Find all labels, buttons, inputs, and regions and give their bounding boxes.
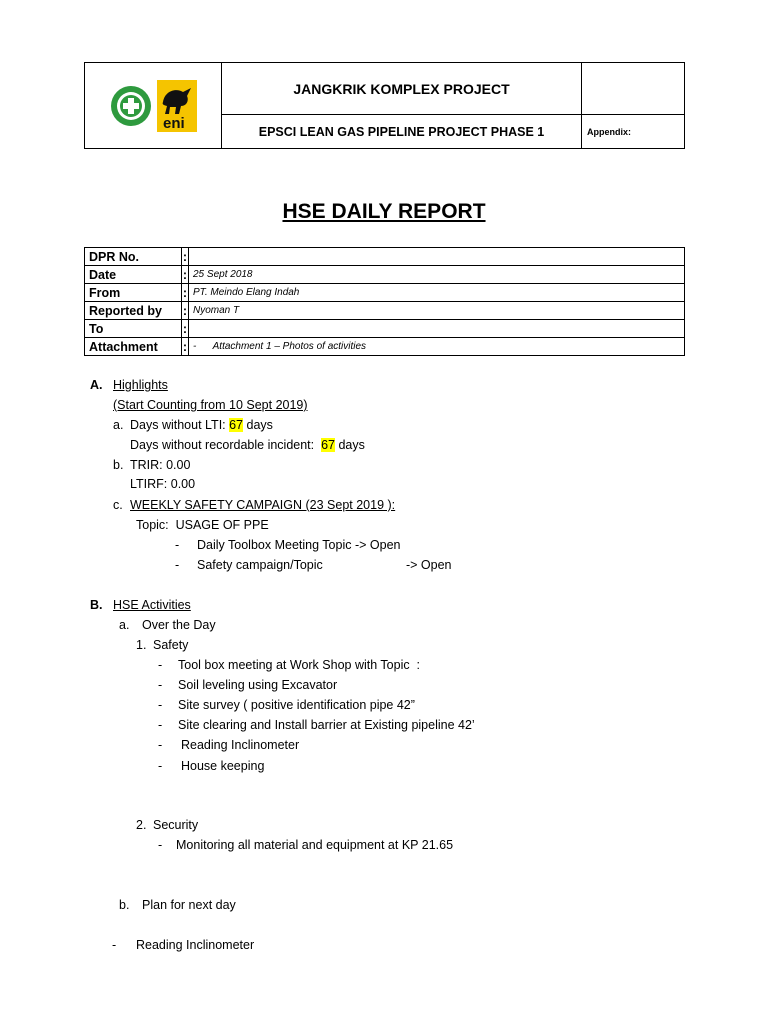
sub-a-label: a. bbox=[119, 618, 130, 632]
item-b-label: b. bbox=[113, 458, 124, 472]
weekly-campaign-heading: WEEKLY SAFETY CAMPAIGN (23 Sept 2019 ): bbox=[130, 498, 396, 512]
campaign-topic: Topic: USAGE OF PPE bbox=[136, 518, 269, 532]
info-value: 25 Sept 2018 bbox=[189, 266, 685, 284]
info-key: DPR No. bbox=[85, 248, 182, 266]
info-row-from bbox=[85, 284, 685, 302]
info-row-attachment bbox=[85, 338, 685, 356]
info-key: From bbox=[85, 284, 182, 302]
info-key: Date bbox=[85, 266, 182, 284]
info-colon: : bbox=[182, 285, 188, 300]
appendix-label: Appendix: bbox=[582, 115, 685, 149]
sub-b-label: b. bbox=[119, 898, 130, 912]
bullet-dash: - bbox=[158, 718, 163, 732]
header-table bbox=[84, 62, 685, 149]
security-number: 2. bbox=[136, 818, 147, 832]
info-row-date bbox=[85, 266, 685, 284]
counting-note: (Start Counting from 10 Sept 2019) bbox=[113, 398, 308, 412]
info-row-reported-by bbox=[85, 302, 685, 320]
project-subtitle: EPSCI LEAN GAS PIPELINE PROJECT PHASE 1 bbox=[222, 115, 582, 149]
safety-item: Soil leveling using Excavator bbox=[178, 678, 338, 692]
lti-line bbox=[130, 418, 273, 432]
recordable-text: Days without recordable incident: bbox=[130, 438, 322, 452]
bullet-dash: - bbox=[175, 558, 180, 572]
info-table bbox=[84, 247, 685, 356]
info-row-dpr bbox=[85, 248, 685, 266]
toolbox-topic: Daily Toolbox Meeting Topic -> Open bbox=[197, 538, 401, 552]
lti-value: 67 bbox=[229, 418, 244, 432]
highlights-heading: Highlights bbox=[113, 378, 168, 392]
bullet-dash: - bbox=[158, 658, 163, 672]
recordable-value: 67 bbox=[321, 438, 335, 452]
bullet-dash: - bbox=[158, 759, 163, 773]
eni-logo-icon bbox=[157, 80, 197, 132]
plan-heading: Plan for next day bbox=[142, 898, 236, 912]
report-title: HSE DAILY REPORT bbox=[282, 200, 486, 223]
security-item: Monitoring all material and equipment at KP 21.65 bbox=[176, 838, 454, 852]
info-value bbox=[189, 248, 685, 266]
security-heading: Security bbox=[153, 818, 199, 832]
bullet-dash: - bbox=[158, 698, 163, 712]
safety-item: Reading Inclinometer bbox=[181, 738, 300, 752]
info-key: Reported by bbox=[85, 302, 182, 320]
safety-number: 1. bbox=[136, 638, 147, 652]
recordable-days: days bbox=[334, 438, 365, 452]
safety-item: Site clearing and Install barrier at Existing pipeline 42’ bbox=[178, 718, 475, 732]
hse-activities-heading: HSE Activities bbox=[113, 598, 191, 612]
info-value: Nyoman T bbox=[189, 302, 685, 320]
bullet-dash: - bbox=[112, 938, 117, 952]
recordable-line bbox=[130, 438, 365, 452]
eni-logo-text: eni bbox=[163, 114, 185, 132]
lti-text: Days without LTI: bbox=[130, 418, 230, 432]
info-key: Attachment bbox=[85, 338, 182, 356]
appendix-blank-cell bbox=[582, 63, 685, 115]
info-colon: : bbox=[182, 321, 188, 336]
info-colon: : bbox=[182, 249, 188, 264]
info-value: - Attachment 1 – Photos of activities bbox=[189, 338, 685, 356]
plan-item: Reading Inclinometer bbox=[136, 938, 255, 952]
bullet-dash: - bbox=[158, 738, 163, 752]
info-colon: : bbox=[182, 339, 188, 354]
item-c-label: c. bbox=[113, 498, 123, 512]
bullet-dash: - bbox=[158, 838, 163, 852]
lti-days: days bbox=[243, 418, 273, 432]
safety-item: Site survey ( positive identification pipe 42” bbox=[178, 698, 415, 712]
safety-item: Tool box meeting at Work Shop with Topic : bbox=[178, 658, 421, 672]
hse-cross-logo-icon bbox=[109, 84, 153, 128]
over-the-day: Over the Day bbox=[142, 618, 216, 632]
logo-cell bbox=[85, 63, 222, 149]
trir-text: TRIR: 0.00 bbox=[130, 458, 191, 472]
safety-campaign-topic: Safety campaign/Topic bbox=[197, 558, 323, 572]
safety-item: House keeping bbox=[181, 759, 265, 773]
ltirf-text: LTIRF: 0.00 bbox=[130, 477, 196, 491]
info-value bbox=[189, 320, 685, 338]
safety-campaign-status: -> Open bbox=[406, 558, 452, 572]
info-colon: : bbox=[182, 267, 188, 282]
bullet-dash: - bbox=[175, 538, 180, 552]
bullet-dash: - bbox=[158, 678, 163, 692]
safety-heading: Safety bbox=[153, 638, 189, 652]
section-b-letter: B. bbox=[90, 598, 103, 612]
info-row-to bbox=[85, 320, 685, 338]
item-a-label: a. bbox=[113, 418, 124, 432]
section-a-letter: A. bbox=[90, 378, 103, 392]
project-title: JANGKRIK KOMPLEX PROJECT bbox=[222, 63, 582, 115]
info-key: To bbox=[85, 320, 182, 338]
info-colon: : bbox=[182, 303, 188, 318]
info-value: PT. Meindo Elang Indah bbox=[189, 284, 685, 302]
